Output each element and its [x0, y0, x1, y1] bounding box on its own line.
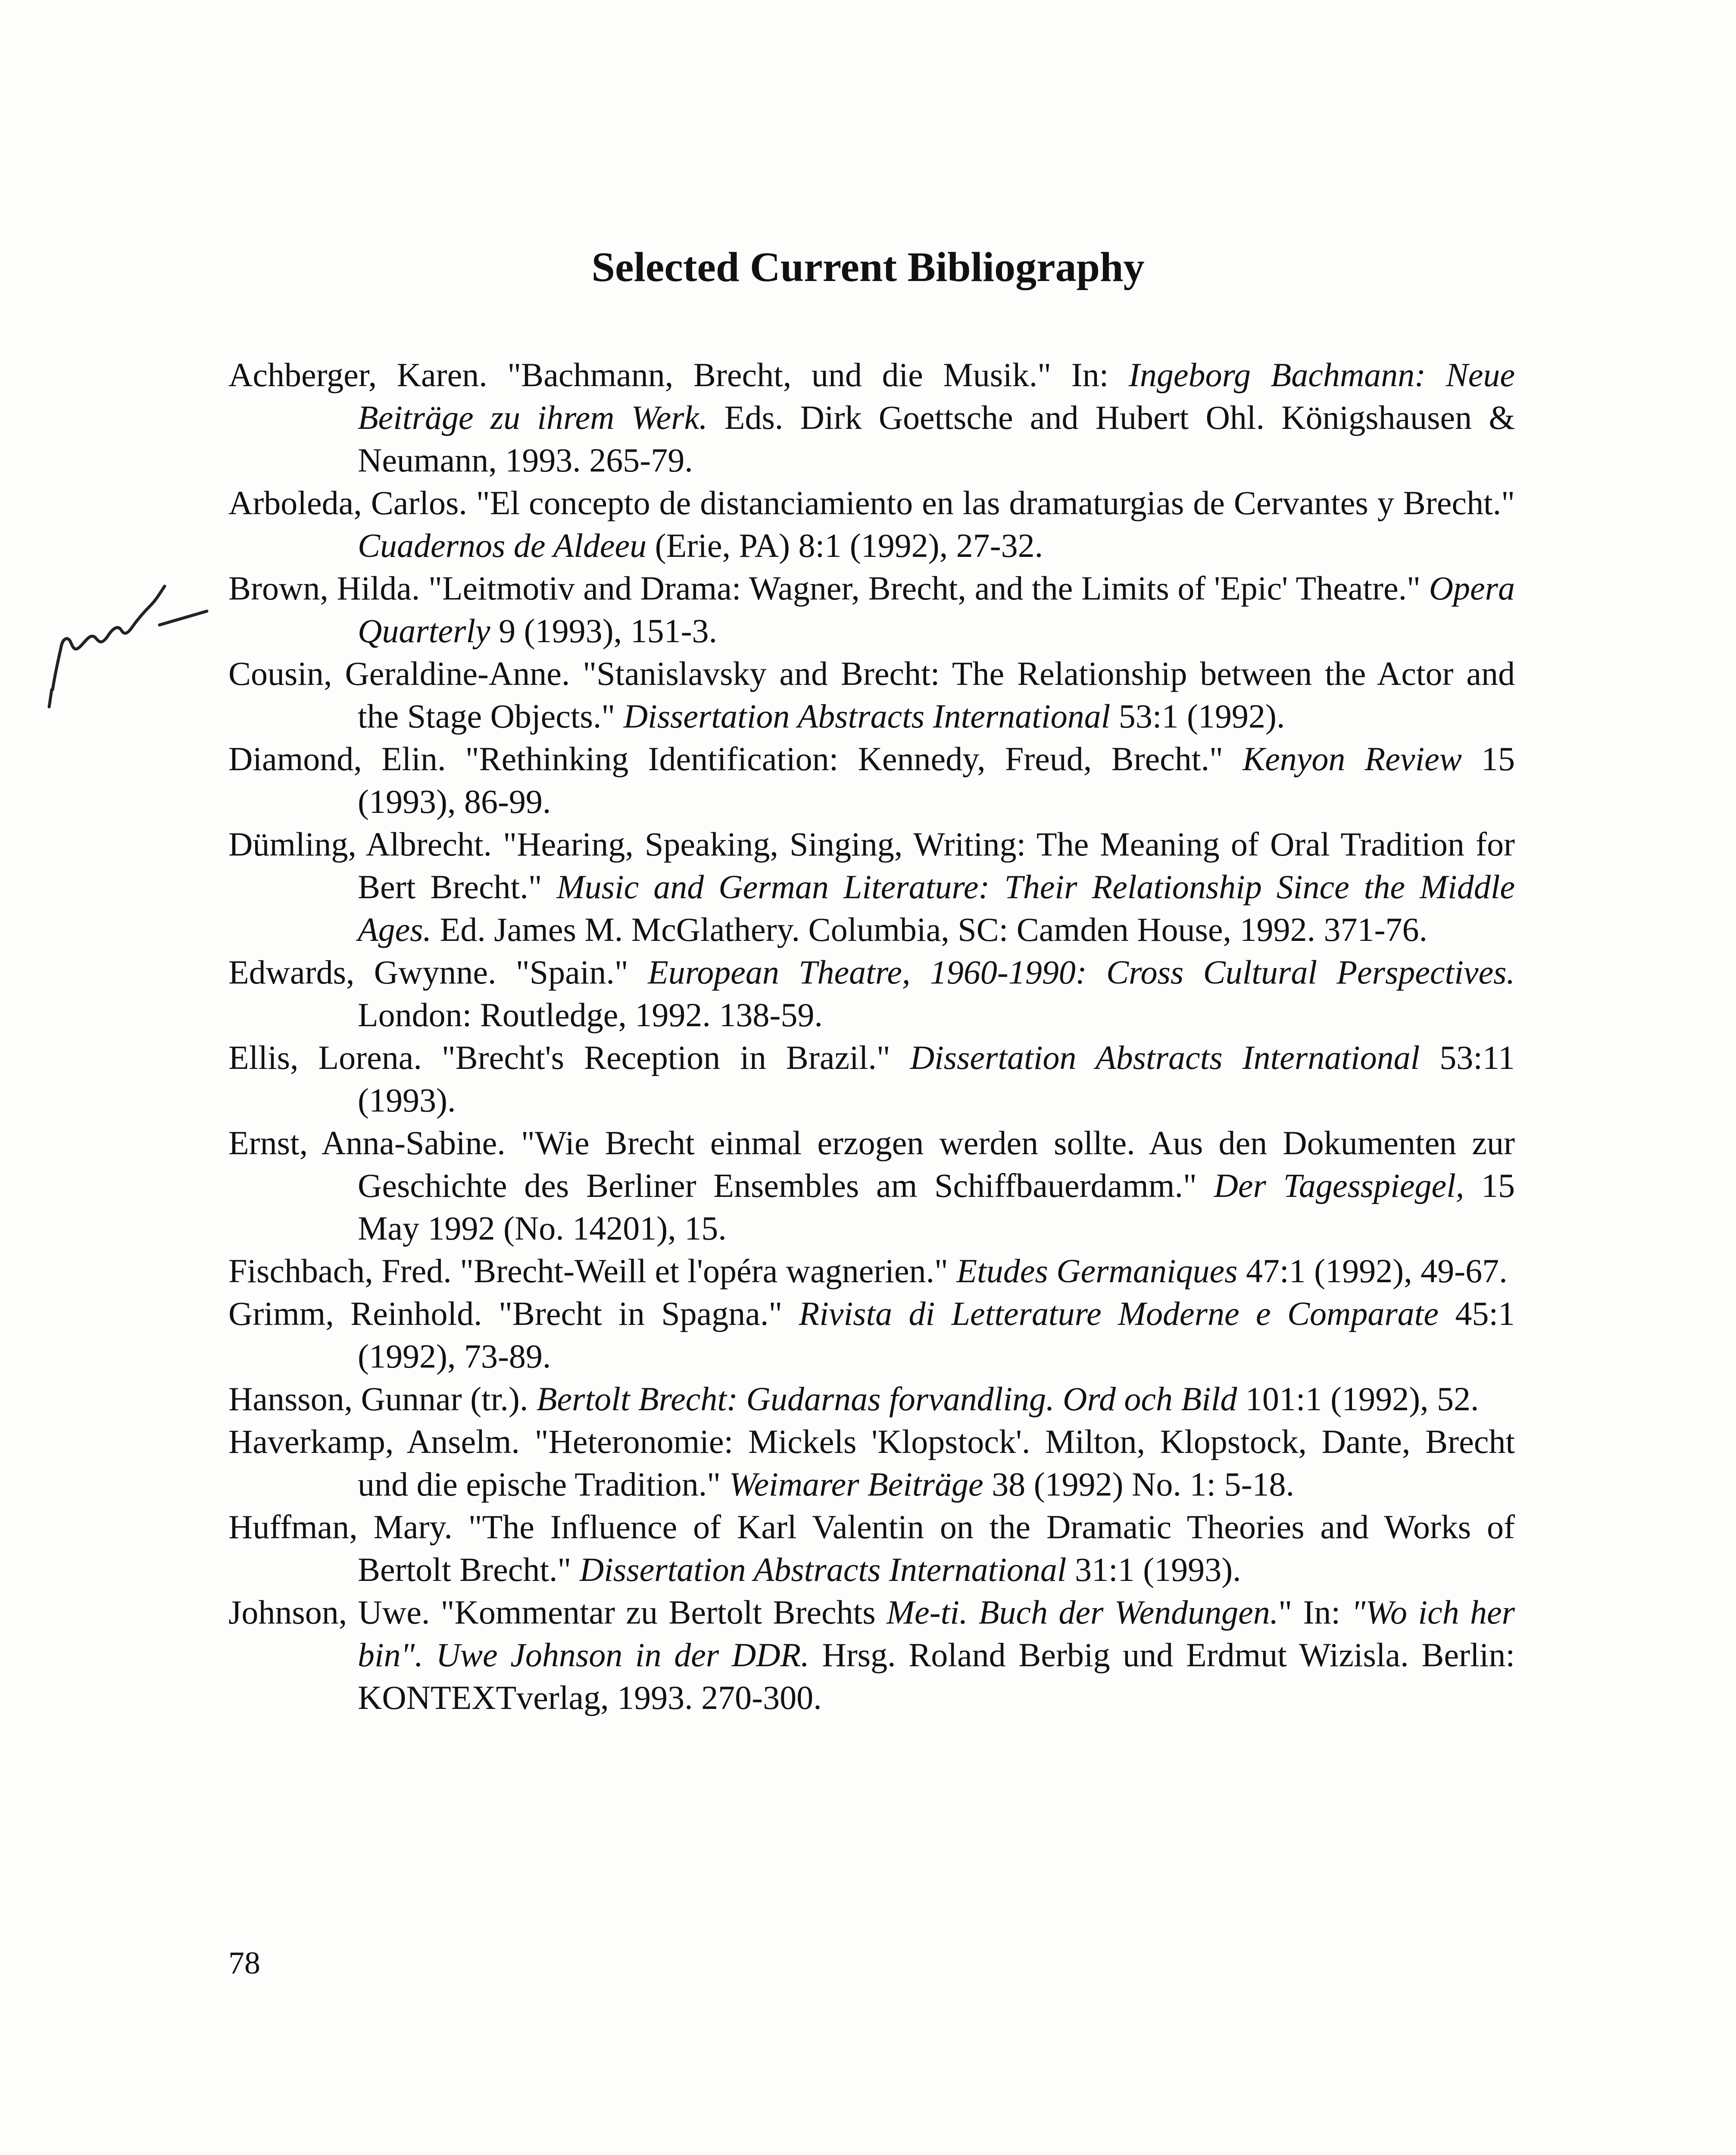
- entry-text: Arboleda, Carlos. "El concepto de distanciamiento en las dramaturgias de Cervantes y Brecht.": [228, 484, 1515, 522]
- bibliography-entry: [228, 1591, 1515, 1719]
- entry-text: 53:1 (1992).: [1110, 697, 1285, 735]
- entry-text: 15 (1993), 86-99.: [358, 740, 1515, 820]
- page-title: Selected Current Bibliography: [591, 244, 1145, 290]
- bibliography-list: [228, 353, 1515, 1719]
- bibliography-entry: [228, 1036, 1515, 1121]
- entry-text: Ellis, Lorena. "Brecht's Reception in Brazil.": [228, 1039, 910, 1076]
- entry-text: Ed. James M. McGlathery. Columbia, SC: Camden House, 1992. 371-76.: [431, 911, 1427, 948]
- bibliography-entry: [228, 1292, 1515, 1377]
- entry-text: Hansson, Gunnar (tr.).: [228, 1380, 537, 1418]
- entry-text: Ernst, Anna-Sabine. "Wie Brecht einmal erzogen werden sollte. Aus den Dokumenten zur Geschichte des Berliner Ensembles am Schiffbauerdamm.": [228, 1124, 1515, 1204]
- entry-italic-text: Etudes Germaniques: [956, 1252, 1238, 1290]
- entry-text: 101:1 (1992), 52.: [1237, 1380, 1479, 1418]
- entry-text: Hrsg. Roland Berbig und Erdmut Wizisla. Berlin: KONTEXTverlag, 1993. 270-300.: [358, 1636, 1515, 1716]
- entry-text: 53:11 (1993).: [358, 1039, 1515, 1119]
- entry-text: Cousin, Geraldine-Anne. "Stanislavsky and Brecht: The Relationship between the Actor and the Stage Objects.": [228, 655, 1515, 735]
- entry-text: Dümling, Albrecht. "Hearing, Speaking, Singing, Writing: The Meaning of Oral Tradition for Bert Brecht.": [228, 825, 1515, 906]
- entry-text: 15 May 1992 (No. 14201), 15.: [358, 1167, 1515, 1247]
- entry-text: Achberger, Karen. "Bachmann, Brecht, und die Musik." In:: [228, 356, 1129, 394]
- bibliography-entry: [228, 1505, 1515, 1591]
- bibliography-entry: [228, 353, 1515, 481]
- entry-text: Eds. Dirk Goettsche and Hubert Ohl. Königshausen & Neumann, 1993. 265-79.: [358, 399, 1515, 479]
- entry-italic-text: Cuadernos de Aldeeu: [358, 527, 647, 564]
- bibliography-entry: [228, 737, 1515, 823]
- entry-text: Grimm, Reinhold. "Brecht in Spagna.": [228, 1295, 799, 1332]
- bibliography-entry: [228, 1249, 1515, 1292]
- entry-italic-text: Kenyon Review: [1243, 740, 1462, 778]
- bibliography-entry: [228, 481, 1515, 567]
- entry-italic-text: Dissertation Abstracts International: [910, 1039, 1420, 1076]
- entry-text: 38 (1992) No. 1: 5-18.: [983, 1465, 1295, 1503]
- bibliography-entry: [228, 951, 1515, 1036]
- entry-text: 9 (1993), 151-3.: [490, 612, 718, 650]
- entry-italic-text: European Theatre, 1960-1990: Cross Cultural Perspectives.: [648, 953, 1515, 991]
- entry-italic-text: Dissertation Abstracts International: [623, 697, 1111, 735]
- entry-italic-text: Ingeborg Bachmann: Neue Beiträge zu ihrem Werk.: [358, 356, 1515, 436]
- entry-text: 45:1 (1992), 73-89.: [358, 1295, 1515, 1375]
- bibliography-entry: [228, 567, 1515, 652]
- page-number: 78: [228, 1946, 260, 1981]
- entry-text: 31:1 (1993).: [1066, 1551, 1241, 1588]
- entry-text: (Erie, PA) 8:1 (1992), 27-32.: [646, 527, 1043, 564]
- entry-text: London: Routledge, 1992. 138-59.: [358, 996, 823, 1034]
- bibliography-entry: [228, 1121, 1515, 1249]
- entry-italic-text: Music and German Literature: Their Relationship Since the Middle Ages.: [358, 868, 1515, 948]
- entry-italic-text: Me-ti. Buch der Wendungen.: [887, 1593, 1279, 1631]
- bibliography-entry: [228, 652, 1515, 737]
- bibliography-entry: [228, 1377, 1515, 1420]
- entry-italic-text: Der Tagesspiegel,: [1214, 1167, 1464, 1204]
- entry-italic-text: "Wo ich her bin". Uwe Johnson in der DDR.: [358, 1593, 1515, 1674]
- bibliography-entry: [228, 1420, 1515, 1505]
- entry-italic-text: Weimarer Beiträge: [729, 1465, 984, 1503]
- entry-italic-text: Bertolt Brecht: Gudarnas forvandling. Ord och Bild: [536, 1380, 1237, 1418]
- entry-text: Brown, Hilda. "Leitmotiv and Drama: Wagner, Brecht, and the Limits of 'Epic' Theatre.": [228, 569, 1429, 607]
- entry-italic-text: Dissertation Abstracts International: [579, 1551, 1067, 1588]
- entry-text: " In:: [1278, 1593, 1352, 1631]
- entry-text: Diamond, Elin. "Rethinking Identification: Kennedy, Freud, Brecht.": [228, 740, 1243, 778]
- entry-text: Edwards, Gwynne. "Spain.": [228, 953, 648, 991]
- entry-italic-text: Opera Quarterly: [358, 569, 1515, 650]
- entry-text: Fischbach, Fred. "Brecht-Weill et l'opéra wagnerien.": [228, 1252, 957, 1290]
- entry-text: Haverkamp, Anselm. "Heteronomie: Mickels 'Klopstock'. Milton, Klopstock, Dante, Brecht und die epische Tradition.": [228, 1423, 1515, 1503]
- entry-italic-text: Rivista di Letterature Moderne e Comparate: [799, 1295, 1439, 1332]
- bibliography-entry: [228, 823, 1515, 951]
- handwritten-annotation: [43, 560, 224, 715]
- entry-text: Huffman, Mary. "The Influence of Karl Valentin on the Dramatic Theories and Works of Bertolt Brecht.": [228, 1508, 1515, 1588]
- entry-text: Johnson, Uwe. "Kommentar zu Bertolt Brechts: [228, 1593, 887, 1631]
- entry-text: 47:1 (1992), 49-67.: [1237, 1252, 1508, 1290]
